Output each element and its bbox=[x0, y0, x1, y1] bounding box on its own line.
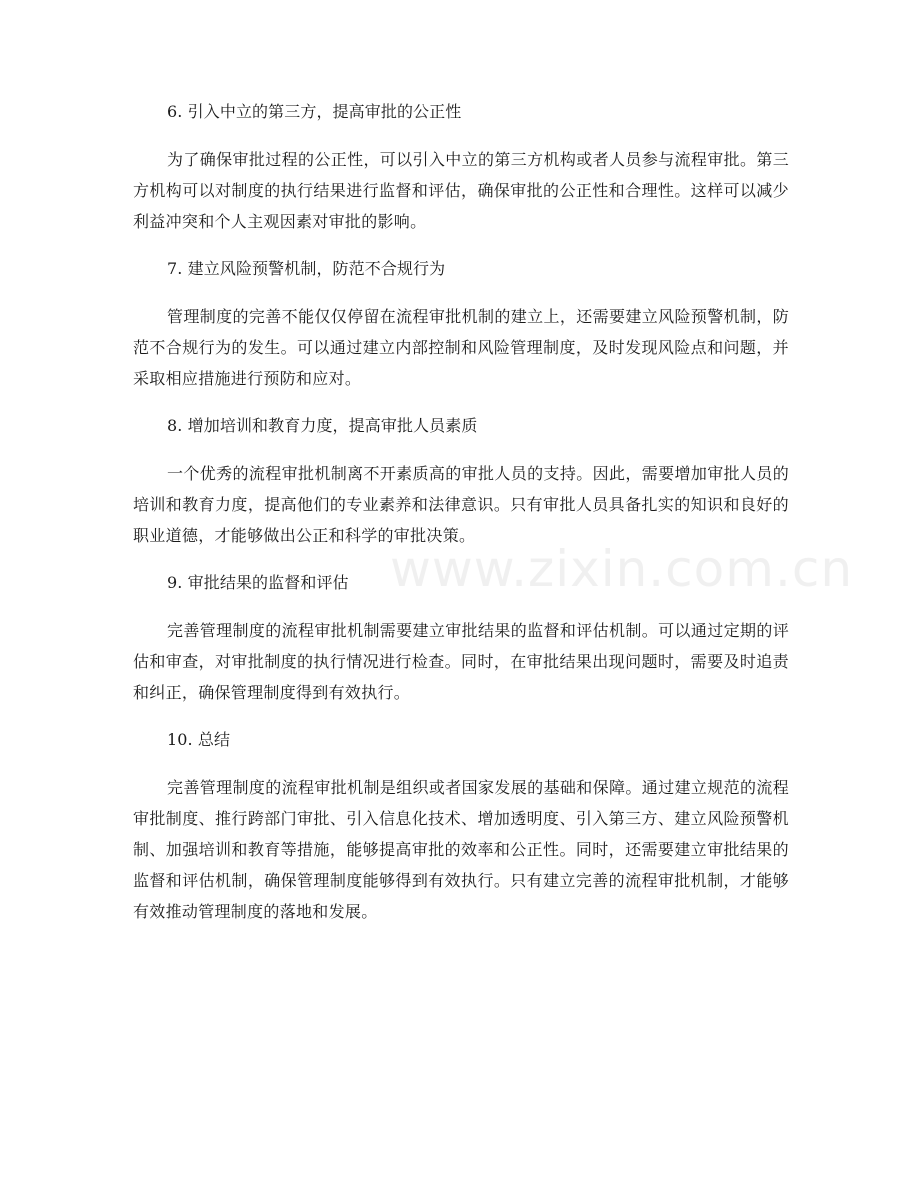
section-paragraph: 完善管理制度的流程审批机制是组织或者国家发展的基础和保障。通过建立规范的流程审批制度、推行跨部门审批、引入信息化技术、增加透明度、引入第三方、建立风险预警机制、加强培训和教育等措施，能够提高审批的效率和公正性。同时，还需要建立审批结果的监督和评估机制，确保管理制度能够得到有效执行。只有建立完善的流程审批机制，才能够有效推动管理制度的落地和发展。 bbox=[133, 778, 789, 921]
section-6 bbox=[133, 100, 789, 237]
section-heading: 8. 增加培训和教育力度，提高审批人员素质 bbox=[167, 416, 478, 435]
section-heading: 7. 建立风险预警机制，防范不合规行为 bbox=[167, 259, 446, 278]
section-paragraph: 管理制度的完善不能仅仅停留在流程审批机制的建立上，还需要建立风险预警机制，防范不合规行为的发生。可以通过建立内部控制和风险管理制度，及时发现风险点和问题，并采取相应措施进行预防和应对。 bbox=[133, 307, 789, 388]
section-9 bbox=[133, 571, 789, 708]
section-paragraph: 完善管理制度的流程审批机制需要建立审批结果的监督和评估机制。可以通过定期的评估和审查，对审批制度的执行情况进行检查。同时，在审批结果出现问题时，需要及时追责和纠正，确保管理制度得到有效执行。 bbox=[133, 621, 789, 702]
section-heading: 10. 总结 bbox=[167, 730, 231, 749]
section-heading: 9. 审批结果的监督和评估 bbox=[167, 573, 349, 592]
section-7 bbox=[133, 257, 789, 394]
watermark: www.zixin.com.cn bbox=[390, 540, 854, 598]
section-paragraph: 为了确保审批过程的公正性，可以引入中立的第三方机构或者人员参与流程审批。第三方机构可以对制度的执行结果进行监督和评估，确保审批的公正性和合理性。这样可以减少利益冲突和个人主观因素对审批的影响。 bbox=[133, 150, 789, 231]
section-10 bbox=[133, 728, 789, 927]
document-page bbox=[133, 100, 789, 947]
section-paragraph: 一个优秀的流程审批机制离不开素质高的审批人员的支持。因此，需要增加审批人员的培训和教育力度，提高他们的专业素养和法律意识。只有审批人员具备扎实的知识和良好的职业道德，才能够做出公正和科学的审批决策。 bbox=[133, 464, 789, 545]
section-heading: 6. 引入中立的第三方，提高审批的公正性 bbox=[167, 102, 462, 121]
section-8 bbox=[133, 414, 789, 551]
